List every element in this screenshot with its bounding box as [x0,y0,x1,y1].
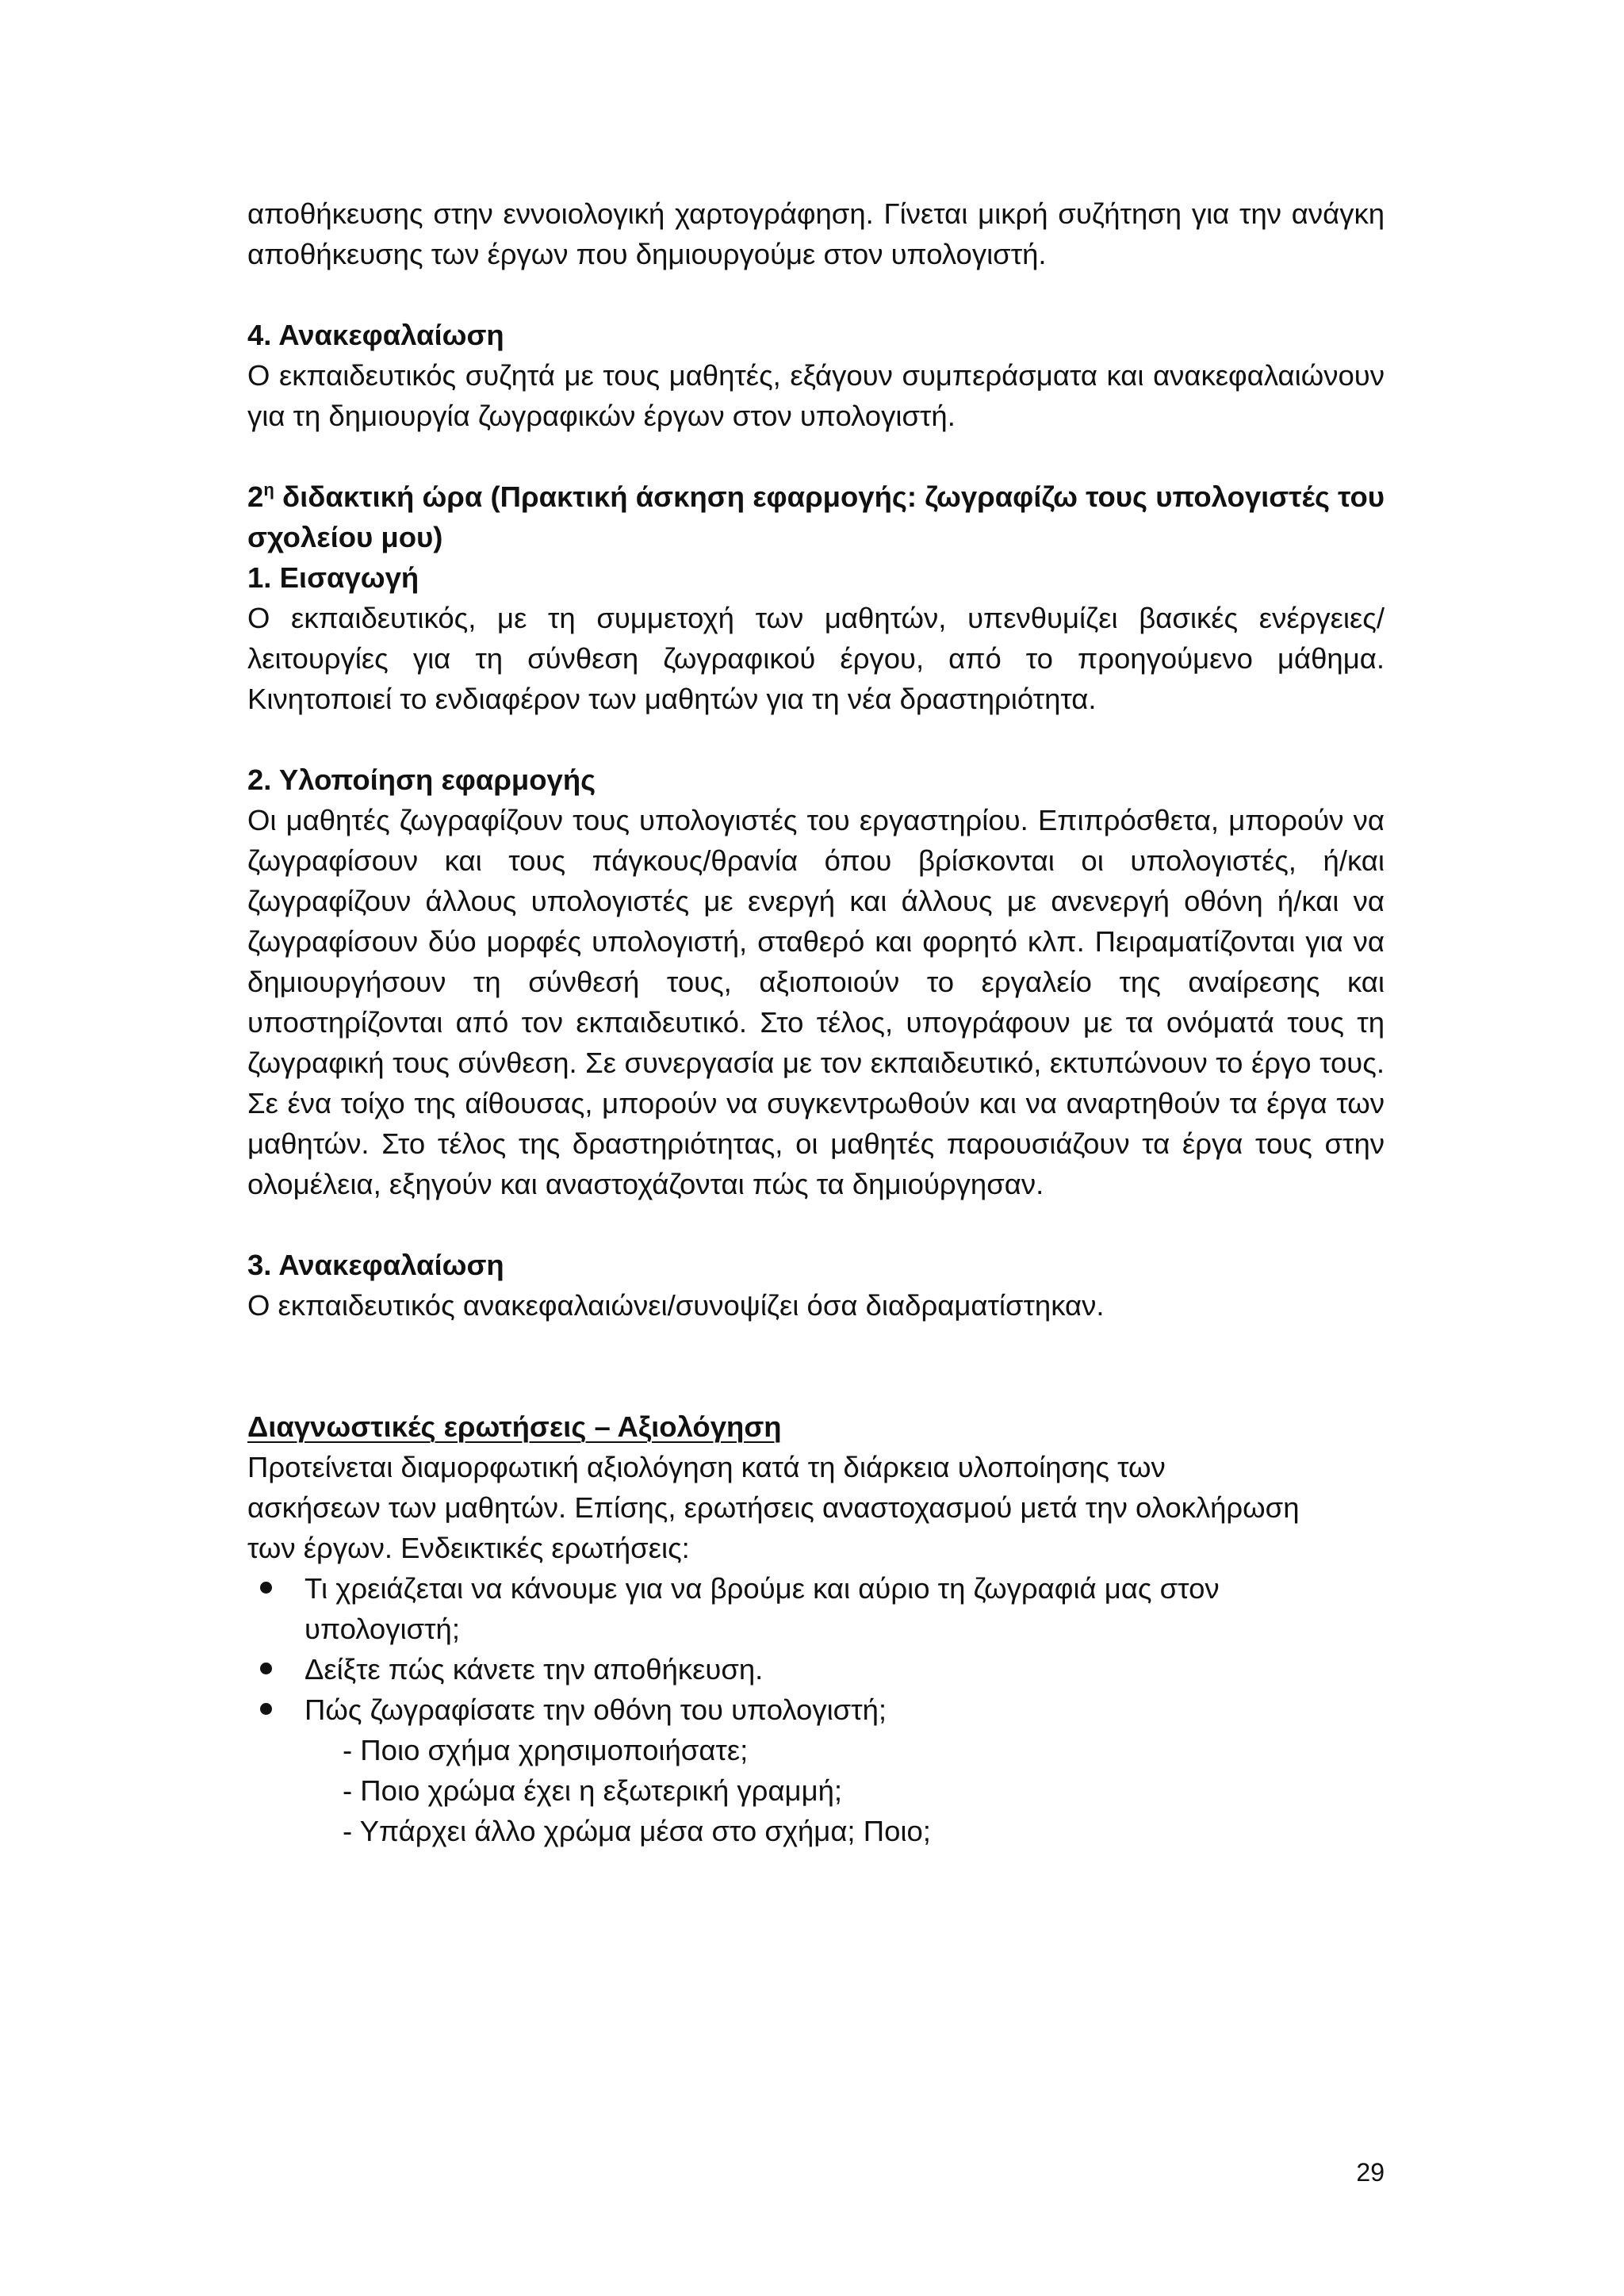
assessment-body-line: ασκήσεων των μαθητών. Επίσης, ερωτήσεις αναστοχασμού μετά την ολοκλήρωση [247,1491,1300,1524]
introduction-heading: 1. Εισαγωγή [247,561,419,594]
lesson-2-superscript: η [263,480,274,499]
question-item [247,1568,1385,1649]
assessment-heading: Διαγνωστικές ερωτήσεις – Αξιολόγηση [247,1410,782,1443]
sub-question: - Ποιο χρώμα έχει η εξωτερική γραμμή; [343,1774,843,1807]
question-line: υπολογιστή; [304,1613,460,1645]
sub-question-list [247,1730,1385,1851]
page-number: 29 [1356,2158,1385,2187]
recap-heading: 3. Ανακεφαλαίωση [247,1249,504,1281]
recap-body: Ο εκπαιδευτικός ανακεφαλαιώνει/συνοψίζει όσα διαδραματίστηκαν. [247,1289,1105,1322]
assessment-body [247,1447,1385,1568]
question-item [247,1689,1385,1730]
bullet-icon [260,1663,272,1674]
sub-question: - Υπάρχει άλλο χρώμα μέσα στο σχήμα; Ποιο; [343,1815,931,1847]
lesson-2-number: 2 [247,480,264,513]
implementation-body: Οι μαθητές ζωγραφίζουν τους υπολογιστές του εργαστηρίου. Επιπρόσθετα, μπορούν να ζωγραφίσουν και τους πάγκους/θρανία όπου βρίσκονται οι υπολογιστές, ή/και ζωγραφίζουν άλλους υπολογιστές με ενεργή και άλλους με ανενεργή οθόνη ή/και να ζωγραφίσουν δύο μορφές υπολογιστή, σταθερό και φορητό κλπ. Πειραματίζονται για να δημιουργήσουν τη σύνθεσή τους, αξιοποιούν το εργαλείο της αναίρεσης και υποστηρίζονται από τον εκπαιδευτικό. Στο τέλος, υπογράφουν με τα ονόματά τους τη ζωγραφική τους σύνθεση. Σε συνεργασία με τον εκπαιδευτικό, εκτυπώνουν το έργο τους. Σε ένα τοίχο της αίθουσας, μπορούν να συγκεντρωθούν και να αναρτηθούν τα έργα των μαθητών. Στο τέλος της δραστηριότητας, οι μαθητές παρουσιάζουν τα έργα τους στην ολομέλεια, εξηγούν και αναστοχάζονται πώς τα δημιούργησαν. [247,804,1385,1200]
bullet-icon [260,1582,272,1594]
section-4-heading: 4. Ανακεφαλαίωση [247,319,504,351]
introduction-body: Ο εκπαιδευτικός, με τη συμμετοχή των μαθητών, υπενθυμίζει βασικές ενέργειες/λειτουργίες για τη σύνθεση ζωγραφικού έργου, από το προηγούμενο μάθημα. Κινητοποιεί το ενδιαφέρον των μαθητών για τη νέα δραστηριότητα. [247,602,1385,715]
question-line: Δείξτε πώς κάνετε την αποθήκευση. [304,1653,764,1686]
question-line: Πώς ζωγραφίσατε την οθόνη του υπολογιστή; [304,1693,887,1726]
section-4-body: Ο εκπαιδευτικός συζητά με τους μαθητές, εξάγουν συμπεράσματα και ανακεφαλαιώνουν για τη δημιουργία ζωγραφικών έργων στον υπολογιστή. [247,359,1385,432]
lesson-2-heading [247,476,1385,557]
bullet-icon [260,1703,272,1715]
lesson-2-title: διδακτική ώρα (Πρακτική άσκηση εφαρμογής: ζωγραφίζω τους υπολογιστές του σχολείου μου) [247,480,1385,553]
implementation-heading: 2. Υλοποίηση εφαρμογής [247,763,596,796]
question-line: Τι χρειάζεται να κάνουμε για να βρούμε και αύριο τη ζωγραφιά μας στον [304,1572,1220,1605]
intro-paragraph: αποθήκευσης στην εννοιολογική χαρτογράφηση. Γίνεται μικρή συζήτηση για την ανάγκη αποθήκευσης των έργων που δημιουργούμε στον υπολογιστή. [247,197,1385,270]
question-list [247,1568,1385,1730]
question-item [247,1649,1385,1689]
sub-question: - Ποιο σχήμα χρησιμοποιήσατε; [343,1734,749,1766]
assessment-body-line: Προτείνεται διαμορφωτική αξιολόγηση κατά τη διάρκεια υλοποίησης των [247,1451,1166,1483]
assessment-body-line: των έργων. Ενδεικτικές ερωτήσεις: [247,1532,690,1564]
page-content [247,193,1385,1851]
